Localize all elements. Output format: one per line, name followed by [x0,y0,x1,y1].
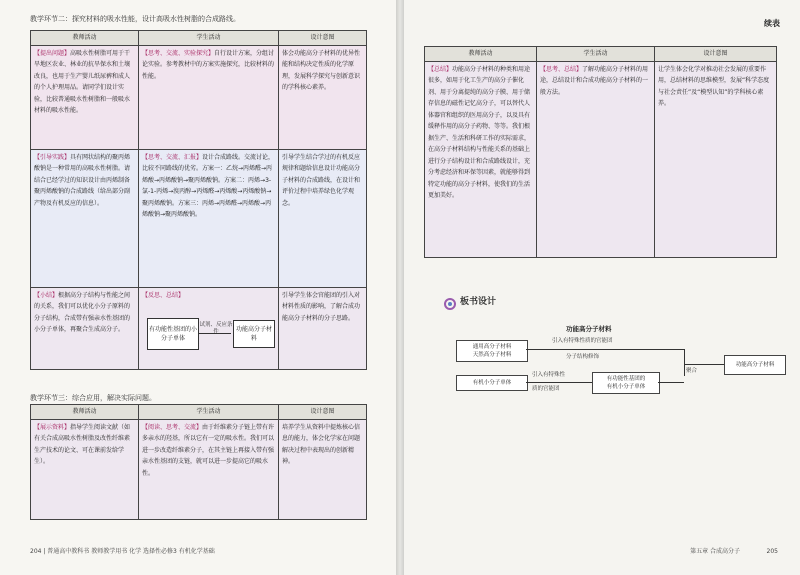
tag: 【提出问题】 [34,49,71,57]
tag: 【思考、交流、汇报】 [142,153,203,161]
diagram-polymer-box: 功能高分子材料 [233,320,275,348]
board-line-top [526,349,684,350]
board-line-top-down [684,349,685,376]
activity-table-2 [30,404,367,520]
continued-label: 续表 [764,19,780,28]
diagram-arrow-label: 试剂、反应条件 [199,321,233,335]
cell-text: 高吸水性树脂可用于干旱地区农业、林业的抗旱保水和土壤改良，也用于生产婴儿纸尿裤和成人的个人护理用品。请同学们设计实验，比较普通吸水性树脂和一般吸水材料的吸水性能。 [34,49,131,114]
table1-row2-design: 引导学生结合学过的有机反应规律和题给信息设计功能高分子材料的合成路线，在设计和评价过程中培养绿色化学观念。 [279,149,367,287]
table1-header-teacher: 教师活动 [31,31,139,46]
table3-row1-design: 让学生体会化学对推动社会发展的重要作用，总结材料的思维模型，发展“科学态度与社会责任”及“模型认知”的学科核心素养。 [655,61,777,257]
board-section-title: 板书设计 [460,297,497,307]
board-label-polymerize: 聚合 [686,368,698,374]
board-result-box: 功能高分子材料 [724,355,786,375]
cell-text: 根据高分子结构与性能之间的关系，我们可以优化小分子原料的分子结构，合成带有强亲水性基团的小分子单体，再聚合生成高分子。 [34,291,131,333]
board-line-mid [526,382,592,383]
right-footer-page: 205 [766,548,778,555]
table1-row1-student [139,45,279,149]
table1-row2-teacher [31,149,139,287]
tag: 【阅读、思考、交流】 [142,423,203,431]
activity-table-1 [30,30,367,370]
board-title: 功能高分子材料 [566,325,612,333]
cell-text: 功能高分子材料的种类和用途很多，如用于化工生产的高分子催化剂、用于分离提纯的高分子膜、用于储存信息的磁性记忆高分子，可以替代人体器官和组织的医用高分子，以及具有缓释作用的高分子药物、等等。我们根据生产、生活和科研工作的实际需求，在高分子材料结构与性能关系的基础上进行分子结构设计和合成路线设计，充分考虑经济和环保等因素，就能够得到特定功能的高分子材料，使我们的生活更加美好。 [428,65,531,199]
diagram-monomer-box: 有功能性基团的小分子单体 [147,318,199,350]
table2-row1-student [139,419,279,519]
tag: 【思考、总结】 [540,65,583,73]
section2-caption: 教学环节二：探究材料的吸水性能，设计高吸水性树脂的合成路线。 [30,15,240,23]
table3-row1-teacher [425,61,537,257]
left-footer: 204 | 普通高中教科书 教师教学用书 化学 选择性必修3 有机化学基础 [30,548,215,555]
activity-table-3 [424,46,777,258]
right-footer-chapter: 第五章 合成高分子 [690,548,740,555]
table1-row1-design: 体会功能高分子材料的优异性能和结构决定性质的化学原理，发展科学探究与创新意识的学科核心素养。 [279,45,367,149]
table3-header-student: 学生活动 [537,47,655,62]
table1-header-design: 设计意图 [279,31,367,46]
tag: 【引导实践】 [34,153,71,161]
board-line-right [658,382,684,383]
table1-row2-student [139,149,279,287]
board-monomer-box: 有机小分子单体 [456,375,528,391]
table1-header-student: 学生活动 [139,31,279,46]
table3-row1-student [537,61,655,257]
book-gutter [396,0,404,575]
table2-header-student: 学生活动 [139,405,279,420]
table2-header-teacher: 教师活动 [31,405,139,420]
tag: 【反思、总结】 [142,291,185,299]
cell-text: 设计合成路线。交流讨论，比较不同路线的优劣。方案一：乙烷→丙烯醛→丙烯酸→丙烯酸钠→聚丙烯酸钠。方案二：丙烯→3-氯-1-丙烯→溴丙醇→丙烯醛→丙烯酸→丙烯酸钠→聚丙烯酸钠。方案三：丙烯→丙烯醛→丙烯酸→丙烯酸钠→聚丙烯酸钠。 [142,153,275,218]
board-functional-monomer-box: 有功能性基团的 有机小分子单体 [592,372,660,394]
table1-row3-student [139,287,279,369]
section3-caption: 教学环节三：综合应用，解决实际问题。 [30,394,156,402]
table3-header-teacher: 教师活动 [425,47,537,62]
tag: 【总结】 [428,65,453,73]
table2-header-design: 设计意图 [279,405,367,420]
table1-row1-teacher [31,45,139,149]
left-page [0,0,396,575]
board-line-to-result [684,364,724,365]
table2-row1-teacher [31,419,139,519]
board-label-top1: 引入有特殊性质的官能团 [552,338,613,344]
board-section-icon [444,295,456,307]
board-label-top2: 分子结构修饰 [566,354,600,360]
tag: 【思考、交流、实验探究】 [142,49,215,57]
table3-header-design: 设计意图 [655,47,777,62]
table1-row3-design: 引导学生体会官能团的引入对材料性质的影响，了解合成功能高分子材料的分子思路。 [279,287,367,369]
board-label-mid1: 引入有特殊性 [532,372,566,378]
table1-row3-teacher [31,287,139,369]
cell-text: 指导学生阅读文献（如有关合成高吸水性树脂及改性纤维素生产技术的论文、可在课前发给学生）。 [34,423,131,465]
tag: 【展示资料】 [34,423,71,431]
cell-text: 了解功能高分子材料的用途，总结设计和合成功能高分子材料的一般方法。 [540,65,649,96]
cell-text: 具有网状结构的聚丙烯酸钠是一种常用的高吸水性树脂。请结合已经学过的知识设计由丙烯制备聚丙烯酸钠的合成路线（给出部分副产物及有机反应的信息）。 [34,153,131,207]
table2-row1-design: 培养学生从资料中提炼核心信息的能力，体会化学家在问题解决过程中表现出的创新精神。 [279,419,367,519]
right-page [404,0,800,575]
cell-text: 由于纤维素分子链上带有许多亲水的羟基，所以它有一定的吸水性。我们可以进一步改造纤维素分子，在其主链上再接入带有强亲水性基团的支链，就可以进一步提高它的吸水性。 [142,423,275,477]
board-diagram [456,322,786,412]
cell-text: 自行设计方案，分组讨论实验。参考教材中的方案实施探究，比较材料的性能。 [142,49,275,80]
tag: 【小结】 [34,291,59,299]
board-general-polymer-box: 通用高分子材料 天然高分子材料 [456,340,528,362]
board-label-mid2: 质的官能团 [532,386,560,392]
